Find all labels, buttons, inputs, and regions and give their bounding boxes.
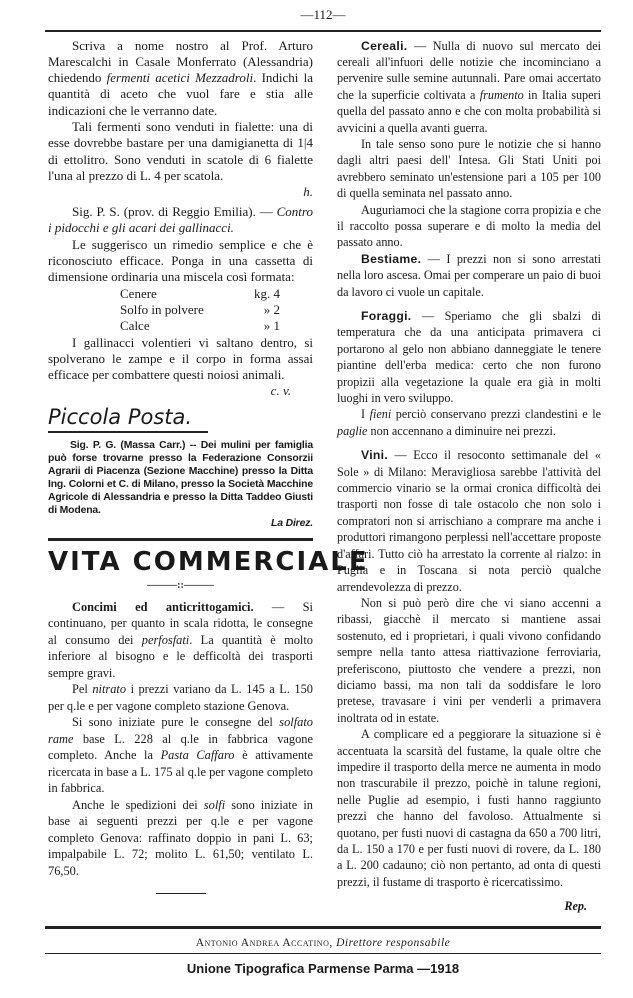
director-title: Direttore responsabile — [336, 936, 451, 949]
paragraph — [337, 202, 601, 251]
run-italic: fieni — [369, 407, 392, 422]
paragraph — [337, 447, 601, 595]
heading-underline — [48, 431, 208, 433]
run-heading: Vini. — [361, 448, 389, 463]
run-text: Auguriamoci che la stagione corra propizia e che il raccolto possa superare e di molto la media del passato anno. — [337, 202, 601, 250]
run-text: In tale senso sono pure le notizie che si hanno dagli altri paesi dell' Intesa. Gli Stati Uniti poi avrebbero seminato un'estensione pari a 105 per 100 di quella seminata nel passato anno. — [337, 136, 601, 201]
right-column — [337, 38, 601, 915]
piccola-posta-heading: Piccola Posta. — [48, 405, 193, 430]
run-text: — Si continuano, per quanto in scala ridotta, le consegne al consumo dei — [48, 599, 313, 647]
run-text: Tali fermenti sono venduti in fialette: una di esse dovrebbe bastare per una damigianetta di 1|4 di ettolitro. Sono venduti in scatole di 6 fialette l'una al prezzo di L. 4 per scatola. — [48, 118, 313, 183]
recipe-item: Calce — [120, 318, 150, 334]
reply-block — [48, 38, 313, 185]
recipe-table — [120, 286, 313, 335]
paragraph — [48, 714, 313, 797]
paragraph — [337, 251, 601, 300]
paragraph — [48, 797, 313, 880]
paragraph — [48, 335, 313, 384]
run-text: perciò conservano prezzi clandestini e le — [391, 407, 602, 422]
run-text: . Indichi la quantità di aceto che vuol fare e stia alle indicazioni che le verranno date. — [48, 70, 313, 118]
signature: Rep. — [564, 899, 587, 914]
run-text: Si sono iniziate pure le consegne del — [72, 715, 280, 730]
piccola-posta-section — [48, 439, 313, 530]
signature: h. — [303, 184, 313, 200]
run-text: Le suggerisco un rimedio semplice e che è riconosciuto efficace. Ponga in una cassetta di dimensione ordinaria una miscela così formata: — [48, 236, 313, 285]
run-italic: Pasta Caffaro — [160, 748, 235, 763]
run-text: in Italia superi quella del passato anno e che con molta probabilità si avvicini a quella avanti guerra. — [337, 87, 601, 135]
header-rule — [45, 30, 601, 32]
paragraph — [48, 38, 313, 119]
concimi-section — [48, 599, 313, 880]
director-line — [45, 935, 601, 951]
signature: La Direz. — [271, 517, 313, 529]
paragraph — [337, 136, 601, 202]
columns — [45, 38, 601, 915]
end-rule — [156, 893, 206, 894]
run-italic: fermenti acetici Mezzadroli — [106, 70, 254, 86]
run-text: Sig. P. G. (Massa Carr.) -- Dei mulini per famiglia può forse trovarne presso la Federazione Consorzii Agrarii di Piacenza (Sezione Macchine) presso la Ditta Ing. Colorni et C. di Milano, presso la Società Macchine Agricole di Alessandria e presso la Ditta Taddeo Giusti di Modena. — [48, 439, 313, 516]
run-text: Sig. P. S. (prov. di Reggio Emilia). — — [72, 204, 277, 220]
run-text: — Ecco il resoconto settimanale del « Sole » di Milano: Meravigliosa sarebbe l'attività del commercio vinario se la ormai cronica difficoltà dei trasporti non fosse di tale ostacolo che non solo i compratori non si arrischiano a comprare ma anche i produttori rimangono perplessi nell'accettare proposte d'affari. Tutto ciò ha arrestato la corrente al rialzo: in Puglia e in Toscana si nota perciò qualche arrendevolezza di prezzo. — [337, 448, 601, 594]
run-heading: Concimi ed anticrittogamici. — [72, 599, 254, 614]
run-italic: solfi — [203, 797, 226, 812]
run-italic: Contro i pidocchi e gli acari dei gallinacci. — [48, 204, 313, 236]
paragraph — [48, 204, 313, 237]
director-name: Antonio Andrea Accatino, — [195, 936, 333, 949]
paragraph — [337, 726, 601, 890]
footer-rule — [45, 926, 601, 929]
footer-rule — [45, 953, 601, 954]
recipe-qty: » 2 — [263, 301, 280, 317]
paragraph — [337, 406, 601, 439]
section-title: VITA COMMERCIALE — [48, 546, 369, 577]
run-text: Scriva a nome nostro al Prof. Arturo Marescalchi in Casale Monferrato (Alessandria) chiedendo — [48, 37, 313, 86]
paragraph — [48, 681, 313, 714]
recipe-qty: » 1 — [263, 318, 280, 334]
paragraph — [337, 308, 601, 406]
run-text: — I prezzi non si sono arrestati nella loro ascesa. Omai per comperare un paio di buoi da lavoro ci vuole un capitale. — [337, 251, 601, 299]
run-text: Non si può però dire che vi siano accenni a ribassi, giacchè il mercato si mantiene assai sostenuto, ed i proprietari, i quali vivono confidando sempre nella tanto attesa riattivazione ferroviaria, preferiscono, piuttosto che vendere a prezzi, non diciamo bassi, ma non tali da soddisfare le loro pretese, travasare i vini per venderli a primavera inoltrata od in estate. — [337, 595, 601, 725]
signature: c. v. — [270, 383, 291, 399]
run-heading: Foraggi. — [361, 309, 412, 323]
run-text: I gallinacci volentieri vi saltano dentro, si spolverano le zampe e il corpo in forma assai efficace per combattere questi noiosi animali. — [48, 334, 313, 383]
paragraph — [48, 599, 313, 682]
recipe-item: Cenere — [120, 285, 157, 301]
run-text: . La quantità è molto inferiore al bisogno e le defficoltà dei trasporti sempre gravi. — [48, 632, 313, 680]
run-text: base L. 228 al q.le in fabbrica vagone completo. Anche la — [48, 731, 313, 763]
run-italic: nitrato — [92, 682, 127, 697]
paragraph — [337, 595, 601, 726]
recipe-item: Solfo in polvere — [120, 301, 204, 317]
run-italic: solfato rame — [48, 715, 313, 746]
article-block — [48, 599, 313, 880]
paragraph — [48, 119, 313, 184]
recipe-qty: kg. 4 — [254, 285, 280, 301]
section-rule — [48, 538, 313, 541]
run-text: è attivamente ricercata in base a L. 175 al q.le per vagone completo in fabbrica. — [48, 748, 313, 796]
page-number: —112— — [300, 7, 346, 22]
paragraph — [337, 38, 601, 136]
run-text: Anche le spedizioni dei — [72, 797, 204, 812]
run-heading: Bestiame. — [361, 251, 422, 266]
run-text: sono iniziate in base ai seguenti prezzi per q.le e per vagone completo Genova: raffinato doppio in pani L. 63; impalpabile L. 72; molito L. 61,50; ventilato L. 76,50. — [48, 797, 313, 878]
article-block — [337, 38, 601, 891]
run-text: A complicare ed a peggiorare la situazione si è accentuata la scarsità del fustame, la quale oltre che impedire il trasporto della merce ne aumenta in modo non trascurabile il prezzo, poichè in talune regioni, nelle Puglie ad esempio, i fusti hanno raggiunto prezzi che hanno del favoloso. Attualmente si quotano, per fusti nuovi di castagna da 650 a 700 litri, da L. 150 a 170 e per fusti nuovi di rovere, da L. 180 a L. 200 cadauno; ciò non pertanto, ad onta di questi prezzi, il fustame di trasporto è ricercatissimo. — [337, 727, 601, 889]
run-italic: perfosfati — [141, 632, 190, 647]
run-text: — Speriamo che gli sbalzi di temperatura che da una anticipata primavera ci portarono al gelo non abbiano danneggiate le tenere piantine dell'erba medica: certo che non furono propizii alla vegetazione la quale era già in molti luoghi in vero sviluppo. — [337, 309, 601, 406]
run-text: i prezzi variano da L. 145 a L. 150 per q.le e per vagone completo stazione Genova. — [48, 682, 314, 713]
run-text: I — [361, 407, 370, 422]
run-text: non accennano a diminuire nei prezzi. — [367, 423, 556, 438]
run-text: Pel — [72, 682, 93, 697]
reply-block — [48, 204, 313, 285]
run-heading: Cereali. — [361, 38, 408, 53]
reply-block — [48, 335, 313, 384]
paragraph — [48, 237, 313, 286]
ornament: ———::——— — [147, 579, 214, 591]
run-italic: frumento — [479, 87, 524, 102]
reply-block — [48, 439, 313, 517]
run-italic: paglie — [337, 423, 368, 438]
run-text: — Nulla di nuovo sul mercato dei cereali all'infuori delle notizie che incominciano a pervenire sulle semine autunnali. Pare omai accertato che la superficie coltivata a — [337, 38, 601, 102]
paragraph — [48, 439, 313, 517]
printer-line: Unione Tipografica Parmense Parma —1918 — [186, 960, 460, 976]
